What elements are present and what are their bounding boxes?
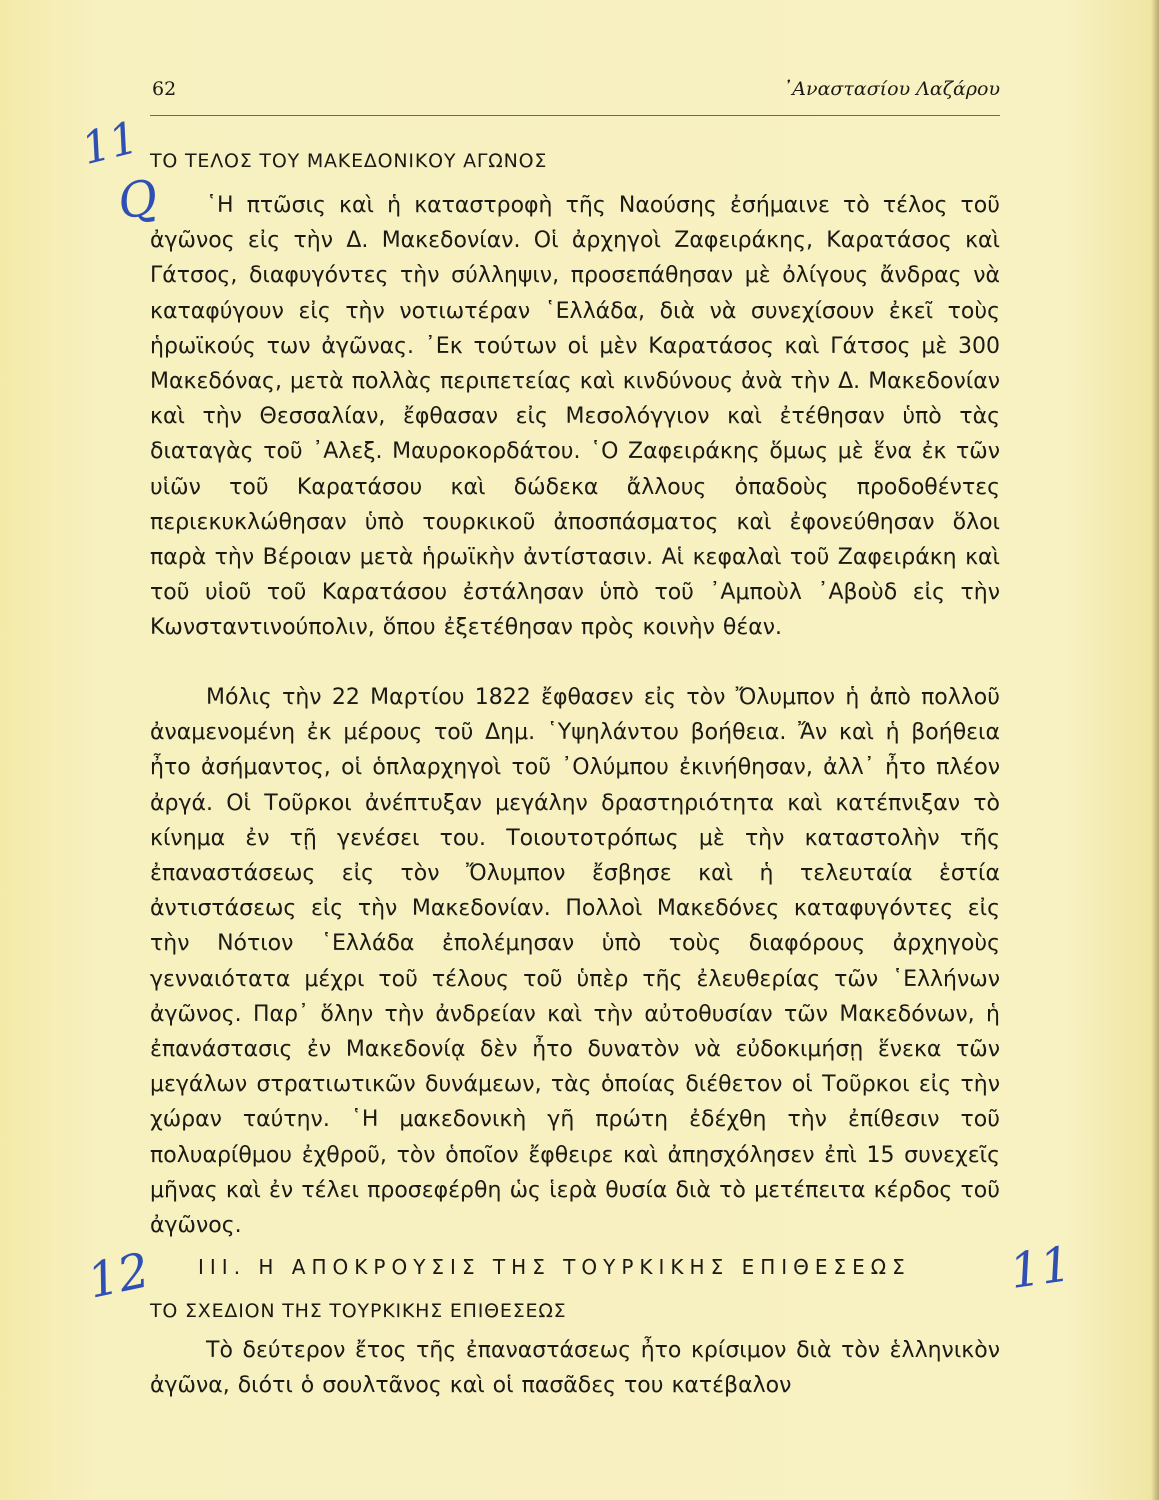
chapter-heading: III. Η ΑΠΟΚΡΟΥΣΙΣ ΤΗΣ ΤΟΥΡΚΙΚΗΣ ΕΠΙΘΕΣΕΩΣ — [198, 1255, 911, 1279]
page-header — [150, 78, 1000, 110]
paragraph-1: ῾Η πτῶσις καὶ ἡ καταστροφὴ τῆς Ναούσης ἐσήμαινε τὸ τέλος τοῦ ἀγῶνος εἰς τὴν Δ. Μακεδονίαν. Οἱ ἀρχηγοὶ Ζαφειράκης, Καρατάσος καὶ Γάτσος, διαφυγόντες τὴν σύλληψιν, προσεπάθησαν μὲ ὀλίγους ἄνδρας νὰ καταφύγουν εἰς τὴν νοτιωτέραν ῾Ελλάδα, διὰ νὰ συνεχίσουν ἐκεῖ τοὺς ἡρωϊκούς των ἀγῶνας. ᾿Εκ τούτων οἱ μὲν Καρατάσος καὶ Γάτσος μὲ 300 Μακεδόνας, μετὰ πολλὰς περιπετείας καὶ κινδύνους ἀνὰ τὴν Δ. Μακεδονίαν καὶ τὴν Θεσσαλίαν, ἔφθασαν εἰς Μεσολόγγιον καὶ ἐτέθησαν ὑπὸ τὰς διαταγὰς τοῦ ᾿Αλεξ. Μαυροκορδάτου. ῾Ο Ζαφειράκης ὅμως μὲ ἕνα ἐκ τῶν υἱῶν τοῦ Καρατάσου καὶ δώδεκα ἄλλους ὀπαδοὺς προδοθέντες περιεκυκλώθησαν ὑπὸ τουρκικοῦ ἀποσπάσματος καὶ ἐφονεύθησαν ὅλοι παρὰ τὴν Βέροιαν μετὰ ἡρωϊκὴν ἀντίστασιν. Αἱ κεφαλαὶ τοῦ Ζαφειράκη καὶ τοῦ υἱοῦ τοῦ Καρατάσου ἐστάλησαν ὑπὸ τοῦ ᾿Αμποὺλ ᾿Αβοὺδ εἰς τὴν Κωνσταντινούπολιν, ὅπου ἐξετέθησαν πρὸς κοινὴν θέαν. — [150, 193, 1000, 641]
page-edge — [1151, 0, 1159, 1500]
section-title: ΤΟ ΤΕΛΟΣ ΤΟΥ ΜΑΚΕΔΟΝΙΚΟΥ ΑΓΩΝΟΣ — [150, 150, 548, 172]
paragraph-3: Τὸ δεύτερον ἔτος τῆς ἐπαναστάσεως ἦτο κρίσιμον διὰ τὸν ἑλληνικὸν ἀγῶνα, διότι ὁ σουλτᾶνος καὶ οἱ πασᾶδες του κατέβαλον — [150, 1338, 1000, 1399]
handwritten-number-top-left: 11 — [76, 111, 144, 176]
page-number: 62 — [152, 78, 177, 100]
handwritten-paragraph-mark: Q — [113, 169, 162, 231]
section-subheading: ΤΟ ΣΧΕΔΙΟΝ ΤΗΣ ΤΟΥΡΚΙΚΗΣ ΕΠΙΘΕΣΕΩΣ — [150, 1300, 567, 1322]
handwritten-number-bottom-left: 12 — [82, 1242, 155, 1310]
handwritten-number-bottom-right: 11 — [1006, 1236, 1075, 1300]
running-head: ᾿Αναστασίου Λαζάρου — [782, 78, 1000, 100]
paragraph-2: Μόλις τὴν 22 Μαρτίου 1822 ἔφθασεν εἰς τὸν Ὄλυμπον ἡ ἀπὸ πολλοῦ ἀναμενομένη ἐκ μέρους τοῦ Δημ. ῾Υψηλάντου βοήθεια. Ἄν καὶ ἡ βοήθεια ἦτο ἀσήμαντος, οἱ ὁπλαρχηγοὶ τοῦ ᾿Ολύμπου ἐκινήθησαν, ἀλλ᾽ ἦτο πλέον ἀργά. Οἱ Τοῦρκοι ἀνέπτυξαν μεγάλην δραστηριότητα καὶ κατέπνιξαν τὸ κίνημα ἐν τῇ γενέσει του. Τοιουτοτρόπως μὲ τὴν καταστολὴν τῆς ἐπαναστάσεως εἰς τὸν Ὄλυμπον ἔσβησε καὶ ἡ τελευταία ἑστία ἀντιστάσεως εἰς τὴν Μακεδονίαν. Πολλοὶ Μακεδόνες καταφυγόντες εἰς τὴν Νότιον ῾Ελλάδα ἐπολέμησαν ὑπὸ τοὺς διαφόρους ἀρχηγοὺς γενναιότατα μέχρι τοῦ τέλους τοῦ ὑπὲρ τῆς ἐλευθερίας τῶν ῾Ελλήνων ἀγῶνος. Παρ᾽ ὅλην τὴν ἀνδρείαν καὶ τὴν αὐτοθυσίαν τῶν Μακεδόνων, ἡ ἐπανάστασις ἐν Μακεδονίᾳ δὲν ἦτο δυνατὸν νὰ εὐδοκιμήσῃ ἕνεκα τῶν μεγάλων στρατιωτικῶν δυνάμεων, τὰς ὁποίας διέθετον οἱ Τοῦρκοι εἰς τὴν χώραν ταύτην. ῾Η μακεδονικὴ γῆ πρώτη ἐδέχθη τὴν ἐπίθεσιν τοῦ πολυαρίθμου ἐχθροῦ, τὸν ὁποῖον ἔφθειρε καὶ ἀπησχόλησεν ἐπὶ 15 συνεχεῖς μῆνας καὶ ἐν τέλει προσεφέρθη ὡς ἱερὰ θυσία διὰ τὸ μετέπειτα κέρδος τοῦ ἀγῶνος. — [150, 685, 1000, 1239]
header-rule — [150, 115, 1000, 116]
